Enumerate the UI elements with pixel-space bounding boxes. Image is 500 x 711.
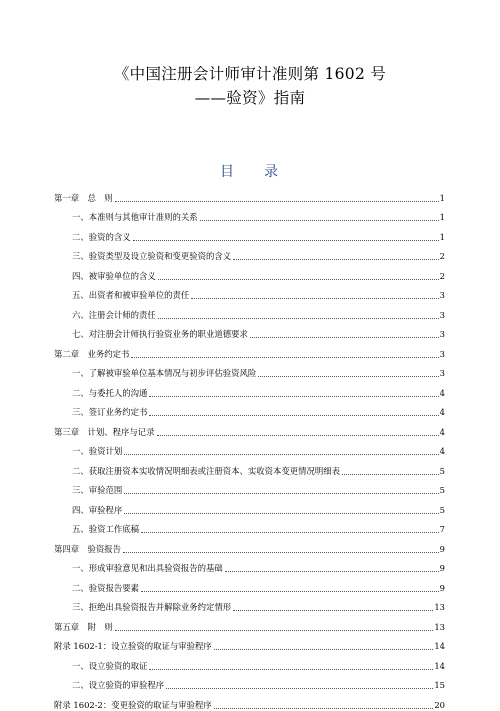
document-title-line2: ——验资》指南 [194, 89, 306, 107]
toc-leader-dots [124, 453, 438, 455]
toc-page-number: 3 [439, 309, 445, 320]
toc-entry-label: 第五章 附 则 [54, 621, 113, 632]
toc-section-entry[interactable] [54, 282, 445, 302]
toc-entry-label: 一、设立验资的取证 [72, 660, 148, 671]
toc-page-number: 5 [439, 465, 445, 476]
toc-section-entry[interactable] [54, 301, 445, 321]
toc-section-entry[interactable] [54, 496, 445, 516]
toc-page-number: 13 [434, 621, 445, 632]
toc-section-entry[interactable] [54, 262, 445, 282]
toc-page-number: 4 [439, 426, 445, 437]
toc-leader-dots [157, 434, 439, 436]
toc-leader-dots [214, 648, 434, 650]
toc-entry-label: 二、验资的含义 [72, 231, 131, 242]
toc-entry-label: 一、形成审验意见和出具验资报告的基础 [72, 563, 223, 573]
toc-entry-label: 一、验资计划 [72, 446, 123, 456]
toc-chapter-entry[interactable] [54, 691, 445, 711]
toc-chapter-entry[interactable] [54, 633, 445, 653]
toc-section-entry[interactable] [54, 555, 445, 575]
toc-leader-dots [149, 395, 438, 397]
toc-leader-dots [124, 512, 438, 514]
toc-entry-label: 四、审验程序 [72, 504, 123, 515]
toc-entry-label: 二、与委托人的沟通 [72, 387, 148, 398]
toc-entry-label: 第二章 业务约定书 [54, 348, 130, 359]
toc-page-number: 2 [439, 270, 445, 281]
toc-section-entry[interactable] [54, 379, 445, 399]
toc-leader-dots [342, 473, 439, 475]
toc-entry-label: 二、获取注册资本实收情况明细表或注册资本、实收资本变更情况明细表 [72, 465, 340, 476]
table-of-contents [54, 184, 445, 711]
toc-leader-dots [133, 239, 439, 241]
toc-leader-dots [250, 336, 439, 338]
toc-section-entry[interactable] [54, 477, 445, 497]
toc-entry-label: 第三章 计划、程序与记录 [54, 426, 155, 437]
toc-leader-dots [124, 492, 438, 494]
toc-page-number: 4 [439, 446, 445, 456]
toc-entry-label: 附录 1602-2：变更验资的取证与审验程序 [54, 699, 212, 710]
toc-page-number: 4 [439, 387, 445, 398]
toc-section-entry[interactable] [54, 321, 445, 341]
document-title-line1: 《中国注册会计师审计准则第 1602 号 [113, 65, 387, 83]
toc-entry-label: 三、审验范围 [72, 485, 123, 495]
toc-chapter-entry[interactable] [54, 340, 445, 360]
toc-leader-dots [115, 629, 434, 631]
toc-entry-label: 五、出资者和被审验单位的责任 [72, 290, 190, 300]
toc-entry-label: 第一章 总 则 [54, 192, 113, 203]
toc-section-entry[interactable] [54, 574, 445, 594]
toc-section-entry[interactable] [54, 243, 445, 263]
toc-page-number: 15 [434, 680, 445, 690]
toc-section-entry[interactable] [54, 516, 445, 536]
toc-section-entry[interactable] [54, 399, 445, 419]
toc-entry-label: 二、验资报告要素 [72, 582, 139, 593]
toc-leader-dots [141, 590, 439, 592]
toc-section-entry[interactable] [54, 204, 445, 224]
toc-chapter-entry[interactable] [54, 418, 445, 438]
toc-page-number: 1 [439, 212, 445, 222]
toc-entry-label: 六、注册会计师的责任 [72, 309, 156, 320]
toc-leader-dots [166, 687, 433, 689]
toc-heading-char: 录 [264, 164, 280, 180]
toc-leader-dots [233, 258, 439, 260]
toc-entry-label: 附录 1602-1：设立验资的取证与审验程序 [54, 641, 212, 651]
toc-entry-label: 三、签订业务约定书 [72, 407, 148, 417]
toc-leader-dots [200, 219, 439, 221]
toc-chapter-entry[interactable] [54, 535, 445, 555]
toc-section-entry[interactable] [54, 457, 445, 477]
toc-leader-dots [158, 317, 439, 319]
toc-page-number: 9 [439, 582, 445, 593]
toc-leader-dots [233, 609, 433, 611]
toc-leader-dots [115, 200, 439, 202]
toc-leader-dots [258, 375, 438, 377]
toc-leader-dots [214, 707, 434, 709]
toc-entry-label: 第四章 验资报告 [54, 543, 121, 554]
toc-page-number: 14 [434, 641, 445, 651]
toc-leader-dots [191, 297, 438, 299]
toc-leader-dots [141, 531, 439, 533]
toc-section-entry[interactable] [54, 652, 445, 672]
toc-page-number: 14 [434, 660, 445, 671]
toc-section-entry[interactable] [54, 438, 445, 458]
toc-page-number: 1 [439, 192, 445, 203]
toc-entry-label: 二、设立验资的审验程序 [72, 680, 165, 690]
toc-entry-label: 三、验资类型及设立验资和变更验资的含义 [72, 251, 232, 261]
toc-entry-label: 一、本准则与其他审计准则的关系 [72, 212, 198, 222]
toc-chapter-entry[interactable] [54, 613, 445, 633]
toc-page-number: 3 [439, 348, 445, 359]
toc-section-entry[interactable] [54, 360, 445, 380]
toc-leader-dots [225, 570, 439, 572]
toc-entry-label: 七、对注册会计师执行验资业务的职业道德要求 [72, 329, 248, 339]
toc-entry-label: 五、验资工作底稿 [72, 524, 139, 534]
toc-page-number: 3 [439, 329, 445, 339]
toc-leader-dots [123, 551, 439, 553]
toc-heading [0, 161, 500, 181]
toc-chapter-entry[interactable] [54, 184, 445, 204]
toc-page-number: 2 [439, 251, 445, 261]
toc-leader-dots [149, 668, 433, 670]
toc-page-number: 9 [439, 543, 445, 554]
toc-entry-label: 四、被审验单位的含义 [72, 270, 156, 281]
toc-page-number: 3 [439, 368, 445, 378]
toc-leader-dots [158, 278, 439, 280]
toc-page-number: 20 [434, 699, 445, 710]
toc-leader-dots [149, 414, 438, 416]
toc-page-number: 1 [439, 231, 445, 242]
toc-page-number: 9 [439, 563, 445, 573]
toc-page-number: 4 [439, 407, 445, 417]
toc-page-number: 13 [434, 602, 445, 612]
toc-page-number: 5 [439, 485, 445, 495]
toc-page-number: 3 [439, 290, 445, 300]
toc-section-entry[interactable] [54, 672, 445, 692]
toc-page-number: 5 [439, 504, 445, 515]
toc-section-entry[interactable] [54, 594, 445, 614]
toc-heading-char: 目 [220, 164, 236, 180]
toc-section-entry[interactable] [54, 223, 445, 243]
toc-entry-label: 三、拒绝出具验资报告并解除业务约定情形 [72, 602, 232, 612]
toc-leader-dots [131, 356, 438, 358]
toc-page-number: 7 [439, 524, 445, 534]
toc-entry-label: 一、了解被审验单位基本情况与初步评估验资风险 [72, 368, 257, 378]
